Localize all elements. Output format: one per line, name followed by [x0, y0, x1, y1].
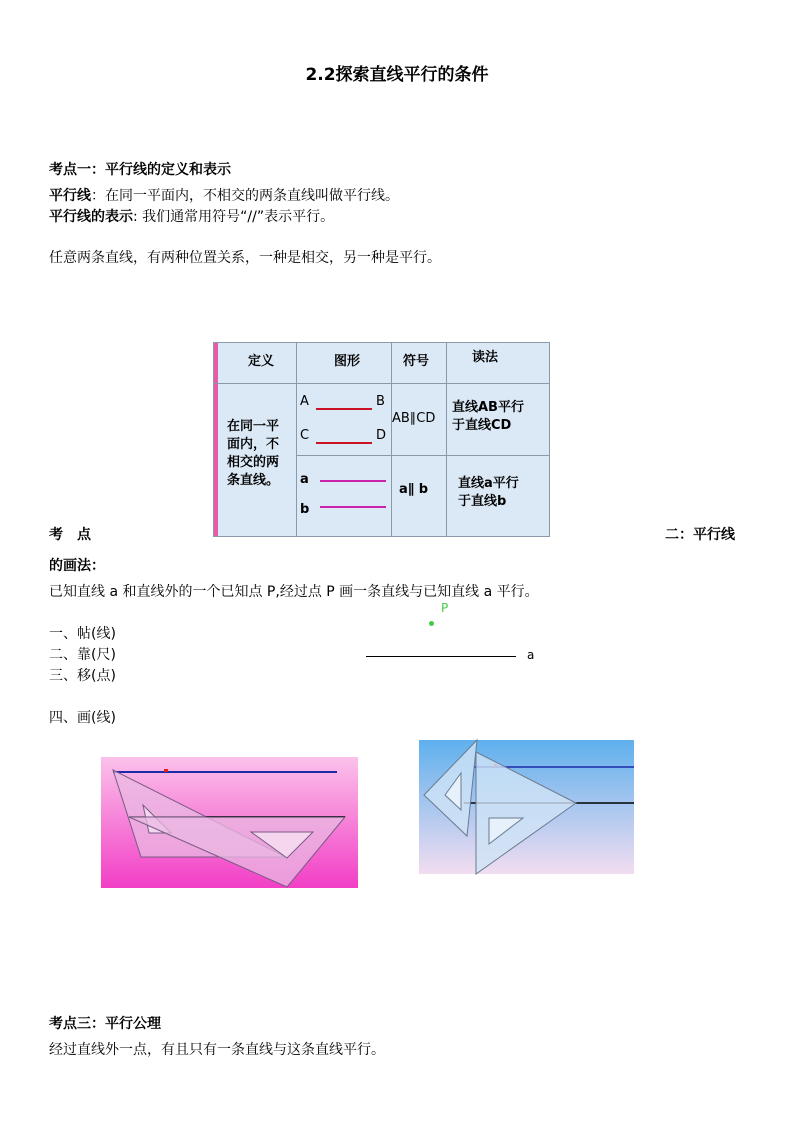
section1-heading: 考点一：平行线的定义和表示 — [49, 162, 231, 178]
step-1: 一、帖(线) — [49, 626, 116, 642]
set-square-drawing-right — [419, 740, 634, 874]
definition-cell-line: 在同一平 — [227, 419, 280, 434]
header-symbol: 符号 — [403, 354, 430, 369]
definition-cell-line: 面内，不 — [227, 437, 280, 452]
reading-AB-CD-line: 于直线CD — [452, 418, 512, 433]
label-a: a — [300, 472, 309, 487]
label-D: D — [376, 428, 387, 443]
definition-label: 平行线 — [49, 188, 91, 204]
point-P-label: P — [441, 601, 449, 615]
relation-text: 任意两条直线，有两种位置关系，一种是相交，另一种是平行。 — [49, 250, 441, 266]
step-4: 四、画(线) — [49, 710, 116, 726]
label-b: b — [300, 502, 310, 517]
definition-text: ：在同一平面内，不相交的两条直线叫做平行线。 — [91, 188, 399, 204]
definition-cell-line: 条直线。 — [227, 473, 280, 488]
symbol-AB-CD: AB∥CD — [392, 411, 436, 426]
set-square-drawing-left — [101, 757, 358, 888]
section3-text: 经过直线外一点，有且只有一条直线与这条直线平行。 — [49, 1042, 385, 1058]
step-3: 三、移(点) — [49, 668, 116, 684]
section2-heading-cont: 的画法： — [49, 558, 105, 574]
notation-line — [49, 208, 334, 226]
reading-a-b-line: 于直线b — [458, 494, 507, 509]
definition-line — [49, 187, 399, 205]
symbol-a-b: a∥ b — [399, 482, 429, 497]
definition-cell-line: 相交的两 — [227, 455, 280, 470]
label-B: B — [376, 394, 385, 409]
given-line-a — [366, 656, 516, 657]
label-C: C — [300, 428, 310, 443]
reading-a-b-line: 直线a平行 — [458, 476, 519, 491]
reading-AB-CD-line: 直线AB平行 — [452, 400, 524, 415]
step-2: 二、靠(尺) — [49, 647, 116, 663]
definition-table — [213, 342, 550, 537]
header-definition: 定义 — [248, 354, 275, 369]
section2-intro: 已知直线 a 和直线外的一个已知点 P,经过点 P 画一条直线与已知直线 a 平行。 — [49, 584, 539, 600]
header-figure: 图形 — [334, 354, 361, 369]
section3-heading: 考点三：平行公理 — [49, 1016, 161, 1032]
header-reading: 读法 — [472, 350, 499, 365]
point-marker — [164, 769, 168, 772]
label-A: A — [300, 394, 309, 409]
notation-text: : 我们通常用符号“//”表示平行。 — [133, 209, 335, 225]
section2-heading-right: 二：平行线 — [665, 527, 735, 543]
notation-label: 平行线的表示 — [49, 209, 133, 225]
page-title: 2.2探索直线平行的条件 — [305, 65, 489, 85]
section2-heading-left: 考 点 — [49, 527, 91, 543]
given-line-a-label: a — [527, 648, 535, 662]
point-P — [429, 621, 434, 626]
